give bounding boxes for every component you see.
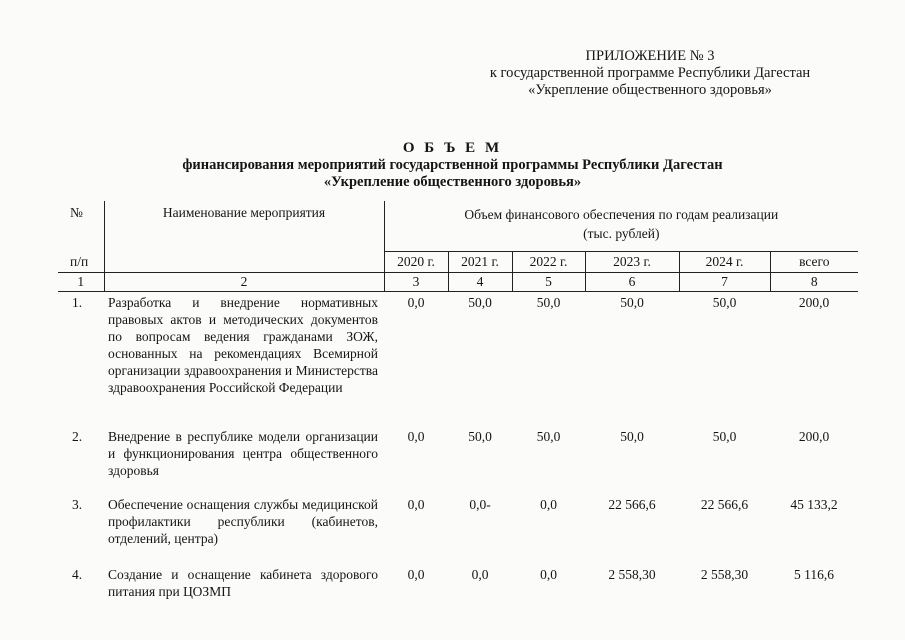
header-name: Наименование мероприятия — [104, 201, 384, 273]
value-2021: 0,0 — [471, 566, 489, 582]
value-2022: 0,0 — [540, 496, 557, 512]
value-2024: 2 558,30 — [700, 566, 749, 582]
value-total: 5 116,6 — [794, 566, 835, 582]
table-row — [58, 564, 858, 604]
value-2024: 22 566,6 — [700, 496, 749, 512]
col-number: 6 — [585, 273, 679, 292]
row-number: 2. — [72, 428, 83, 444]
value-2023: 2 558,30 — [608, 566, 656, 582]
header-year-2022: 2022 г. — [512, 252, 585, 273]
col-number: 2 — [104, 273, 384, 292]
table-row — [58, 494, 858, 564]
value-2020: 0,0 — [407, 566, 425, 582]
value-2020: 0,0 — [407, 496, 425, 512]
value-2021: 0,0- — [469, 496, 491, 512]
appendix-reference: к государственной программе Республики Дагестан — [489, 65, 811, 81]
column-numbers-row — [58, 273, 858, 292]
value-total: 200,0 — [798, 428, 830, 444]
header-financing-title: Объем финансового обеспечения по годам реализации — [464, 207, 779, 222]
row-number: 1. — [72, 295, 83, 310]
table-row — [58, 292, 858, 426]
value-2022: 50,0 — [536, 428, 561, 444]
value-2023: 50,0 — [620, 295, 644, 310]
value-2024: 50,0 — [712, 428, 737, 444]
value-2024: 50,0 — [712, 295, 737, 310]
header-year-2020: 2020 г. — [384, 252, 448, 273]
row-number: 4. — [72, 566, 83, 582]
row-activity-name: Создание и оснащение кабинета здорового питания при ЦОЗМП — [108, 566, 378, 599]
col-number: 7 — [679, 273, 770, 292]
header-total: всего — [770, 252, 858, 273]
header-number — [58, 201, 104, 273]
col-number: 3 — [384, 273, 448, 292]
row-activity-name: Разработка и внедрение нормативных правовых актов и методических документов по вопросам ведения гражданами ЗОЖ, основанных на рекомендациях Всемирной организации здравоохранения и Министерства здравоохранения Российской Федерации — [108, 295, 378, 395]
value-2021: 50,0 — [468, 295, 492, 310]
table-row — [58, 426, 858, 494]
header-year-2021: 2021 г. — [448, 252, 512, 273]
appendix-header — [440, 48, 860, 99]
header-pp-label: п/п — [70, 254, 89, 269]
title-program: «Укрепление общественного здоровья» — [323, 174, 582, 190]
row-number: 3. — [72, 496, 83, 512]
col-number: 5 — [512, 273, 585, 292]
appendix-program-name: «Укрепление общественного здоровья» — [528, 82, 772, 98]
document-title — [0, 140, 905, 191]
value-2023: 22 566,6 — [608, 496, 656, 512]
row-activity-name: Обеспечение оснащения службы медицинской профилактики республики (кабинетов, отделений, центра) — [108, 496, 378, 546]
title-subject: финансирования мероприятий государственной программы Республики Дагестан — [182, 157, 723, 173]
header-no-label: № — [70, 205, 83, 220]
col-number: 4 — [448, 273, 512, 292]
value-total: 200,0 — [798, 295, 830, 310]
col-number: 1 — [58, 273, 104, 292]
value-2022: 0,0 — [540, 566, 557, 582]
header-year-2023: 2023 г. — [585, 252, 679, 273]
row-activity-name: Внедрение в республике модели организации и функционирования центра общественного здоровья — [108, 428, 378, 478]
value-2021: 50,0 — [468, 428, 492, 444]
value-2022: 50,0 — [536, 295, 561, 310]
financing-table — [58, 201, 858, 604]
value-2020: 0,0 — [407, 428, 425, 444]
appendix-number: ПРИЛОЖЕНИЕ № 3 — [585, 48, 715, 64]
col-number: 8 — [770, 273, 858, 292]
financing-table-wrapper — [58, 201, 858, 604]
header-financing-units: (тыс. рублей) — [583, 226, 660, 241]
value-2023: 50,0 — [620, 428, 644, 444]
value-total: 45 133,2 — [790, 496, 838, 512]
header-financing — [384, 201, 858, 252]
title-volume: О Б Ъ Е М — [402, 140, 503, 156]
header-year-2024: 2024 г. — [679, 252, 770, 273]
value-2020: 0,0 — [407, 295, 425, 310]
